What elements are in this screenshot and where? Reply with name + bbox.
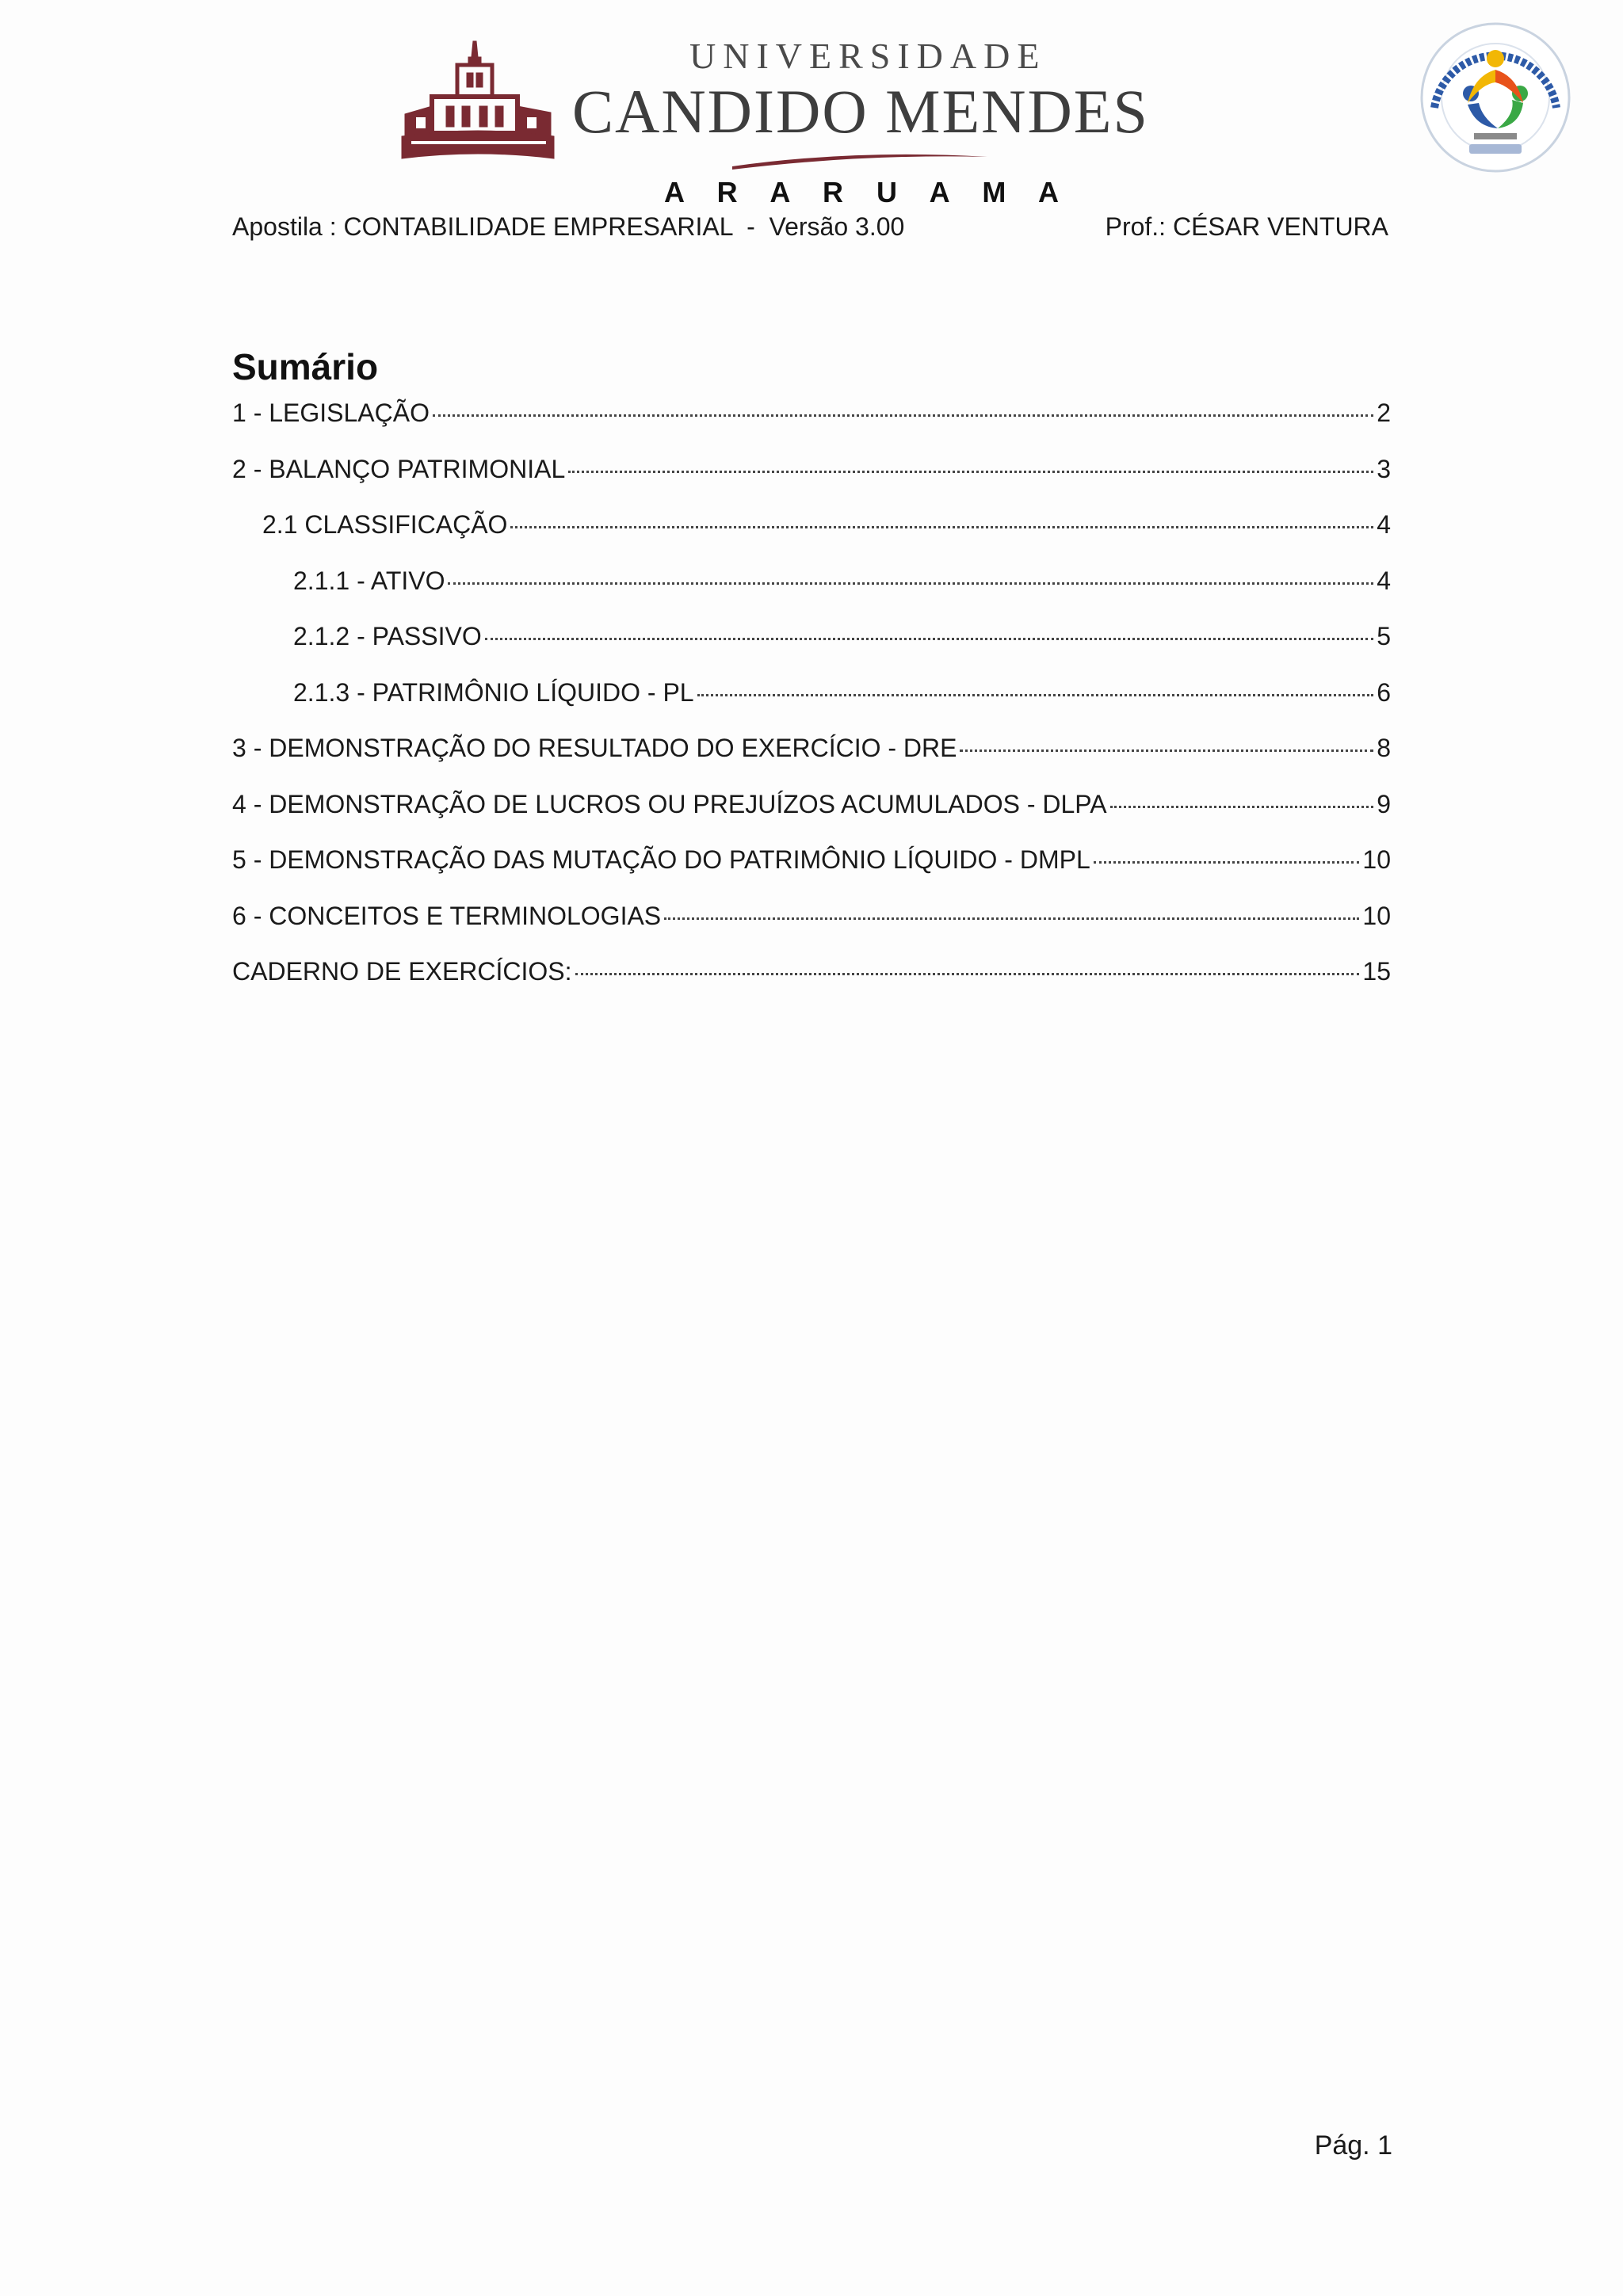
university-building-logo-icon: [400, 38, 555, 165]
toc-item-page: 3: [1377, 454, 1391, 483]
toc-item-conceitos[interactable]: [232, 902, 1391, 958]
toc-item-page: 5: [1377, 622, 1391, 650]
logo-candido-mendes-text: CANDIDO MENDES: [572, 77, 1149, 146]
toc-item-label: 2.1.3 - PATRIMÔNIO LÍQUIDO - PL: [293, 677, 694, 707]
toc-item-page: 10: [1362, 901, 1391, 930]
toc-dot-leader: [664, 917, 1359, 920]
logo-swoosh-icon: [729, 147, 991, 171]
toc-item-label: 2.1.1 - ATIVO: [293, 566, 445, 595]
toc-item-label: 1 - LEGISLAÇÃO: [232, 399, 430, 427]
toc-item-patrimonio-liquido[interactable]: [232, 678, 1391, 734]
toc-item-caderno-exercicios[interactable]: [232, 957, 1391, 1013]
toc-item-label: 2.1 CLASSIFICAÇÃO: [262, 510, 508, 539]
logo-city-text: A R A R U A M A: [664, 176, 1071, 208]
course-title: Apostila : CONTABILIDADE EMPRESARIAL - Versão 3.00: [232, 212, 905, 241]
toc-dot-leader: [510, 526, 1373, 528]
toc-dot-leader: [568, 471, 1373, 473]
toc-item-page: 8: [1377, 734, 1391, 762]
toc-item-label: 5 - DEMONSTRAÇÃO DAS MUTAÇÃO DO PATRIMÔNIO LÍQUIDO - DMPL: [232, 845, 1090, 874]
toc-item-dmpl[interactable]: [232, 845, 1391, 902]
toc-item-passivo[interactable]: [232, 622, 1391, 678]
social-responsibility-seal-icon: [1419, 21, 1572, 174]
toc-item-ativo[interactable]: [232, 566, 1391, 623]
toc-item-classificacao[interactable]: [232, 510, 1391, 566]
toc-item-page: 4: [1377, 510, 1391, 539]
toc-title: Sumário: [232, 346, 379, 387]
page-number: Pág. 1: [1314, 2130, 1392, 2161]
toc-dot-leader: [697, 694, 1374, 696]
toc-item-page: 9: [1377, 789, 1391, 818]
toc-item-label: 2 - BALANÇO PATRIMONIAL: [232, 454, 566, 483]
toc-dot-leader: [433, 414, 1373, 417]
toc-item-page: 6: [1377, 677, 1391, 707]
toc-dot-leader: [448, 582, 1373, 585]
toc-item-label: 6 - CONCEITOS E TERMINOLOGIAS: [232, 901, 662, 930]
toc-dot-leader: [960, 749, 1373, 752]
toc-item-label: CADERNO DE EXERCÍCIOS:: [232, 957, 572, 986]
toc-item-page: 10: [1362, 845, 1391, 874]
toc-item-balanco-patrimonial[interactable]: [232, 455, 1391, 511]
toc-item-page: 4: [1377, 566, 1391, 595]
toc-dot-leader: [1094, 861, 1360, 864]
toc-item-page: 2: [1377, 399, 1391, 427]
toc-item-dlpa[interactable]: [232, 790, 1391, 846]
toc-dot-leader: [485, 638, 1373, 640]
toc-dot-leader: [575, 973, 1360, 975]
professor-name: Prof.: CÉSAR VENTURA: [1105, 212, 1388, 241]
logo-university-text: UNIVERSIDADE: [689, 36, 1047, 76]
toc-item-legislacao[interactable]: [232, 399, 1391, 455]
toc-item-label: 4 - DEMONSTRAÇÃO DE LUCROS OU PREJUÍZOS ACUMULADOS - DLPA: [232, 789, 1107, 818]
toc-dot-leader: [1110, 806, 1374, 808]
toc-item-label: 3 - DEMONSTRAÇÃO DO RESULTADO DO EXERCÍCIO - DRE: [232, 734, 957, 762]
toc-item-page: 15: [1362, 957, 1391, 986]
toc-item-dre[interactable]: [232, 734, 1391, 790]
toc-item-label: 2.1.2 - PASSIVO: [293, 622, 482, 650]
table-of-contents: [232, 399, 1391, 1013]
